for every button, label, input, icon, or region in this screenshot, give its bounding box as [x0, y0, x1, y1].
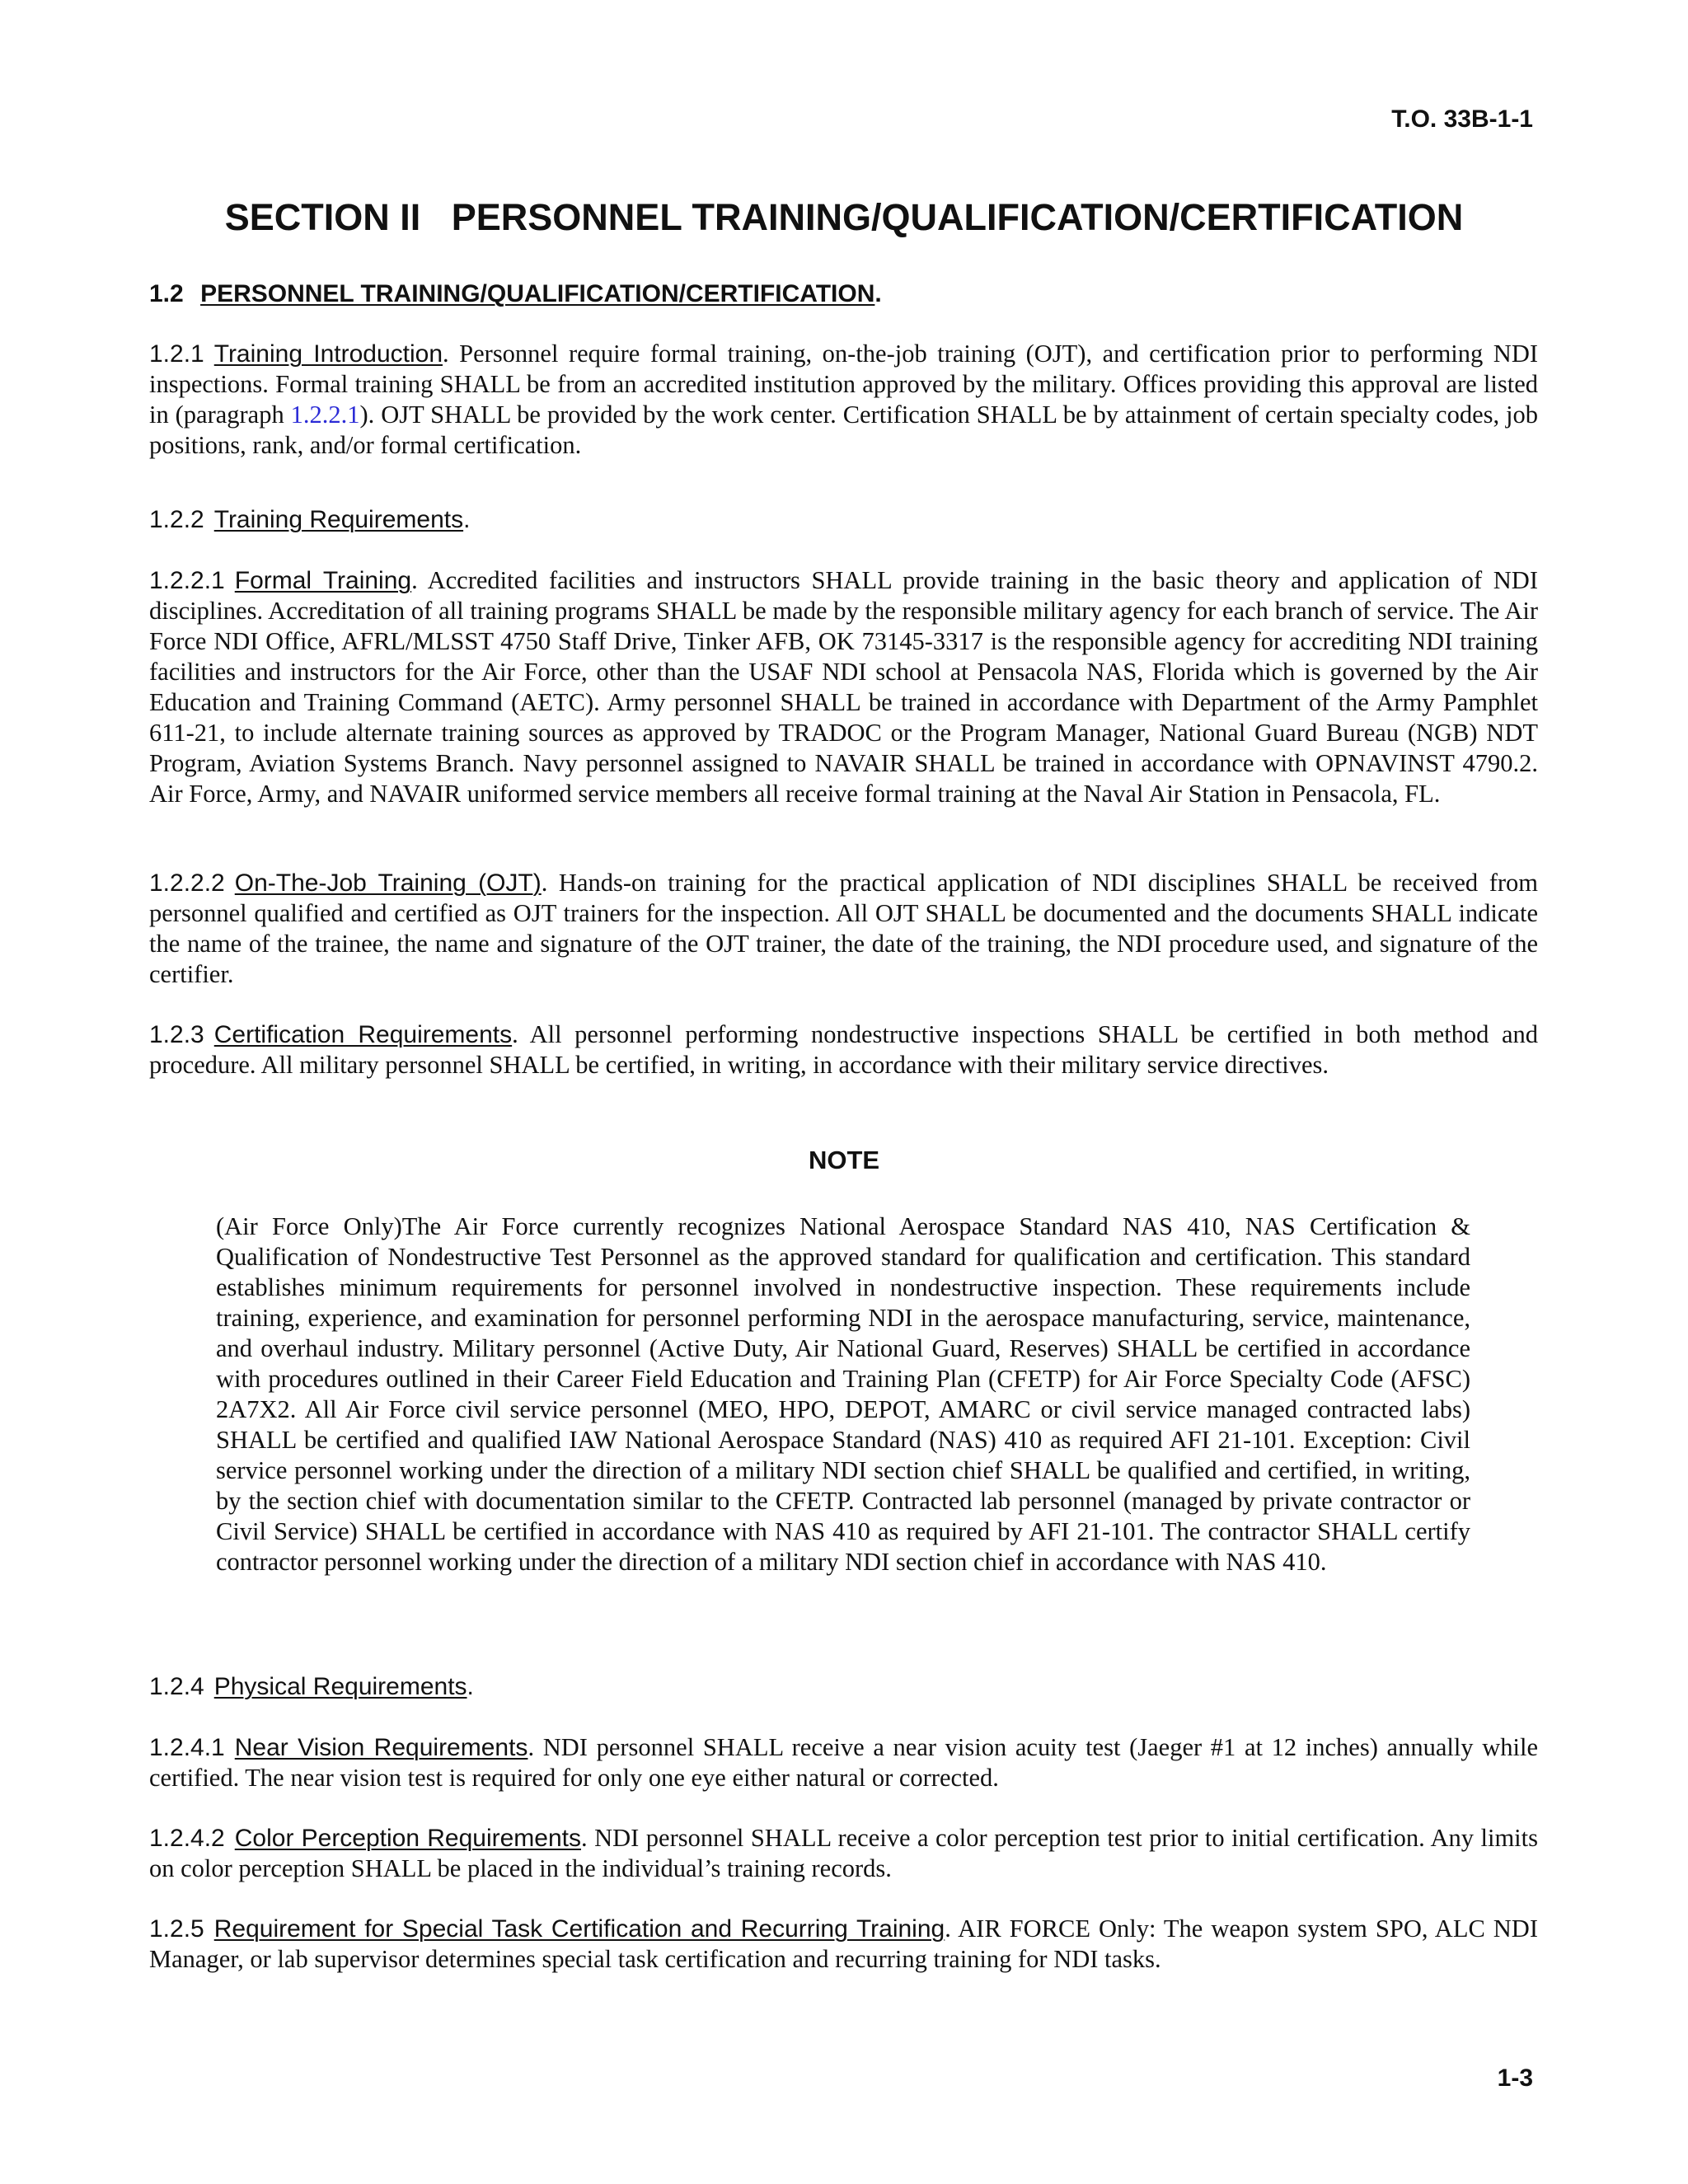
section-heading: Requirement for Special Task Certification and Recurring Training [213, 1915, 945, 1943]
paragraph-1-2-3 [149, 1019, 1538, 1080]
cross-reference-link[interactable]: 1.2.2.1 [290, 401, 360, 429]
section-heading: Formal Training [234, 567, 412, 594]
paragraph-1-2-4-2 [149, 1823, 1538, 1884]
section-heading: Training Requirements [213, 506, 464, 533]
section-heading: Training Introduction [213, 340, 443, 368]
paragraph-text: . Hands-on training for the practical application of NDI disciplines SHALL be received from personnel qualified and certified as OJT trainers for the inspection. All OJT SHALL be documented and the documents SHALL indicate the name of the trainee, the name and signature of the OJT trainer, the date of the training, the NDI procedure used, and signature of the certifier. [149, 869, 1538, 988]
paragraph-text: . NDI personnel SHALL receive a color perception test prior to initial certification. Any limits on color perception SHALL be placed in the individual’s training records. [149, 1824, 1538, 1882]
paragraph-text: . All personnel performing nondestructive inspections SHALL be certified in both method and procedure. All military personnel SHALL be certified, in writing, in accordance with their military service directives. [149, 1020, 1538, 1079]
section-number: 1.2 [149, 280, 184, 307]
section-number: 1.2.1 [149, 340, 204, 368]
heading-1-2: 1.2 PERSONNEL TRAINING/QUALIFICATION/CERTIFICATION. [149, 280, 882, 307]
paragraph-text: . Personnel require formal training, on-the-job training (OJT), and certification prior to performing NDI inspections. Formal training SHALL be from an accredited institution approved by the military. Offices providing this approval are listed in (paragraph [149, 340, 1539, 429]
paragraph-1-2-5 [149, 1914, 1538, 1975]
section-heading: On-The-Job Training (OJT) [234, 869, 542, 897]
paragraph-text: . AIR FORCE Only: The weapon system SPO, ALC NDI Manager, or lab supervisor determines special task certification and recurring training for NDI tasks. [149, 1915, 1538, 1973]
heading-1-2-4: 1.2.4 Physical Requirements. [149, 1673, 474, 1700]
note-body: (Air Force Only)The Air Force currently recognizes National Aerospace Standard NAS 410, NAS Certification & Qualification of Nondestructive Test Personnel as the approved standard for qualification and certification. This standard establishes minimum requirements for personnel involved in nondestructive inspection. These requirements include training, experience, and examination for personnel performing NDI in the aerospace manufacturing, service, maintenance, and overhaul industry. Military personnel (Active Duty, Air National Guard, Reserves) SHALL be certified in accordance with procedures outlined in their Career Field Education and Training Plan (CFETP) for Air Force Specialty Code (AFSC) 2A7X2. All Air Force civil service personnel (MEO, HPO, DEPOT, AMARC or civil service managed contracted labs) SHALL be certified and qualified IAW National Aerospace Standard (NAS) 410 as required AFI 21-101. Exception: Civil service personnel working under the direction of a military NDI section chief SHALL be qualified and certified, in writing, by the section chief with documentation similar to the CFETP. Contracted lab personnel (managed by private contractor or Civil Service) SHALL be certified in accordance with NAS 410 as required by AFI 21-101. The contractor SHALL certify contractor personnel working under the direction of a military NDI section chief in accordance with NAS 410. [216, 1212, 1470, 1576]
section-number: 1.2.2.1 [149, 567, 225, 594]
section-number: 1.2.5 [149, 1915, 204, 1943]
section-heading: Physical Requirements [213, 1673, 467, 1700]
section-number: 1.2.4.2 [149, 1825, 225, 1852]
heading-1-2-2: 1.2.2 Training Requirements. [149, 506, 471, 533]
paragraph-text: . Accredited facilities and instructors SHALL provide training in the basic theory and application of NDI disciplines. Accreditation of all training programs SHALL be made by the responsible military agency for each branch of service. The Air Force NDI Office, AFRL/MLSST 4750 Staff Drive, Tinker AFB, OK 73145-3317 is the responsible agency for accrediting NDI training facilities and instructors for the Air Force, other than the USAF NDI school at Pensacola NAS, Florida which is governed by the Air Education and Training Command (AETC). Army personnel SHALL be trained in accordance with Department of the Army Pamphlet 611-21, to include alternate training sources as approved by TRADOC or the Program Manager, National Guard Bureau (NGB) NDT Program, Aviation Systems Branch. Navy personnel assigned to NAVAIR SHALL be trained in accordance with OPNAVINST 4790.2. Air Force, Army, and NAVAIR uniformed service members all receive formal training at the Naval Air Station in Pensacola, FL. [149, 566, 1538, 808]
paragraph-1-2-2-2 [149, 868, 1538, 990]
section-heading: PERSONNEL TRAINING/QUALIFICATION/CERTIFICATION [200, 280, 875, 307]
page-number: 1-3 [1497, 2064, 1533, 2092]
section-heading: Certification Requirements [213, 1021, 513, 1048]
section-number: 1.2.2.2 [149, 869, 225, 897]
section-heading: Near Vision Requirements [234, 1734, 528, 1761]
section-number: 1.2.4.1 [149, 1734, 225, 1761]
section-heading: Color Perception Requirements [234, 1825, 581, 1852]
doc-id-header: T.O. 33B-1-1 [1391, 105, 1533, 133]
section-number: 1.2.2 [149, 506, 204, 533]
note-label: NOTE [808, 1146, 880, 1174]
section-number: 1.2.3 [149, 1021, 204, 1048]
paragraph-1-2-2-1 [149, 565, 1538, 809]
section-number: 1.2.4 [149, 1673, 204, 1700]
paragraph-1-2-4-1 [149, 1732, 1538, 1793]
paragraph-text: ). OJT SHALL be provided by the work center. Certification SHALL be by attainment of certain specialty codes, job positions, rank, and/or formal certification. [149, 401, 1539, 459]
paragraph-1-2-1 [149, 339, 1538, 461]
section-title: SECTION II PERSONNEL TRAINING/QUALIFICATION/CERTIFICATION [224, 196, 1464, 238]
paragraph-text: . NDI personnel SHALL receive a near vision acuity test (Jaeger #1 at 12 inches) annually while certified. The near vision test is required for only one eye either natural or corrected. [149, 1733, 1538, 1792]
